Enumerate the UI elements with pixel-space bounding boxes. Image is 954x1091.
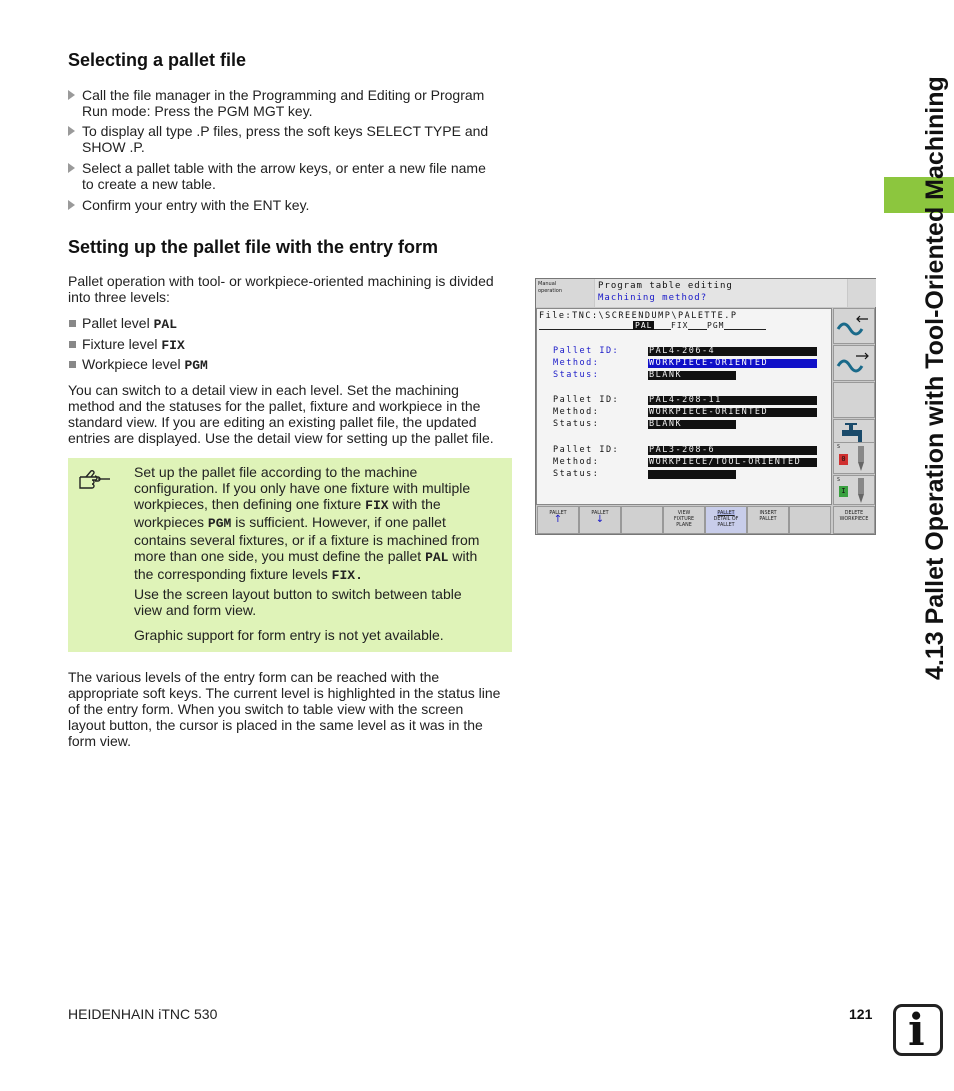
label-method: Method: — [553, 407, 600, 417]
note-paragraph-1: Set up the pallet file according to the machine configuration. If you only have one fixture with multiple workpieces, then defining one fixture FIX with the workpieces PGM is sufficient. However, if one pallet contains several fixtures, or if a fixture is machined from more than one side, you must define the pallet PAL with the corresponding fixture levels FIX. — [134, 464, 480, 583]
arrow-bullet-icon — [68, 163, 75, 173]
side-softkey-spindle-off[interactable] — [833, 442, 875, 474]
intro-paragraph: Pallet operation with tool- or workpiece-oriented machining is divided into three levels: — [68, 273, 494, 305]
file-path: File:TNC:\SCREENDUMP\PALETTE.P — [539, 311, 738, 321]
tool-path-right-icon — [834, 346, 874, 380]
arrow-bullet-icon — [68, 126, 75, 136]
footer-manual-title: HEIDENHAIN iTNC 530 — [68, 1006, 218, 1022]
field-status[interactable]: BLANK — [648, 420, 736, 429]
step-item: To display all type .P files, press the soft keys SELECT TYPE and SHOW .P. — [68, 123, 522, 155]
field-status[interactable]: BLANK — [648, 371, 736, 380]
operating-mode-box: Manual operation — [536, 279, 594, 307]
spindle-on-badge: I — [839, 486, 848, 497]
side-softkey-blank[interactable] — [833, 382, 875, 418]
section-heading-entry-form: Setting up the pallet file with the entry form — [68, 237, 439, 257]
note-paragraph-3: Graphic support for form entry is not yet available. — [134, 627, 444, 643]
field-method[interactable]: WORKPIECE/TOOL-ORIENTED — [648, 458, 817, 467]
softkey-pallet-detail[interactable]: PALLET DETAIL OF PALLET — [705, 506, 747, 534]
step-item: Confirm your entry with the ENT key. — [68, 197, 522, 213]
header-corner — [848, 279, 876, 307]
header-prompt: Machining method? — [598, 293, 708, 303]
square-bullet-icon — [69, 341, 76, 348]
field-pallet-id[interactable]: PAL4-206-4 — [648, 347, 817, 356]
note-paragraph-2: Use the screen layout button to switch between table view and form view. — [134, 586, 462, 618]
spindle-icon — [852, 478, 870, 504]
side-softkey-tool-left[interactable] — [833, 308, 875, 344]
label-status: Status: — [553, 469, 600, 479]
field-status[interactable] — [648, 470, 736, 479]
label-method: Method: — [553, 358, 600, 368]
detail-view-paragraph: You can switch to a detail view in each level. Set the machining method and the statuses for the pallet, fixture and workpiece in the standard view. If you are editing an existing pallet file, the updated entries are displayed. Use the detail view for setting up the pallet file. — [68, 382, 494, 446]
screen-header — [595, 279, 847, 307]
field-method-selected[interactable]: WORKPIECE-ORIENTED — [648, 359, 817, 368]
field-pallet-id[interactable]: PAL4-208-11 — [648, 396, 817, 405]
softkey-pallet-up[interactable]: PALLET ↑ — [537, 506, 579, 534]
spindle-off-badge: 0 — [839, 454, 848, 465]
arrow-down-icon: ↓ — [595, 514, 605, 525]
section-heading-select: Selecting a pallet file — [68, 50, 247, 70]
level-pgm[interactable]: PGM — [707, 321, 725, 330]
step-item: Call the file manager in the Programming and Editing or Program Run mode: Press the PGM MGT key. — [68, 87, 522, 119]
square-bullet-icon — [69, 320, 76, 327]
label-pallet-id: Pallet ID: — [553, 346, 620, 356]
label-method: Method: — [553, 457, 600, 467]
spindle-icon — [852, 446, 870, 472]
arrow-bullet-icon — [68, 200, 75, 210]
pointing-hand-icon — [78, 468, 112, 492]
arrow-up-icon: ↑ — [553, 514, 563, 525]
note-box — [68, 458, 512, 652]
field-pallet-id[interactable]: PAL3-208-6 — [648, 446, 817, 455]
form-area — [536, 308, 832, 505]
label-pallet-id: Pallet ID: — [553, 395, 620, 405]
header-title: Program table editing — [598, 281, 733, 291]
softkey-empty[interactable] — [621, 506, 663, 534]
tnc-screenshot — [535, 278, 876, 535]
softkey-delete-workpiece[interactable]: DELETE WORKPIECE — [833, 506, 875, 534]
label-status: Status: — [553, 370, 600, 380]
label-status: Status: — [553, 419, 600, 429]
side-softkey-tool-right[interactable] — [833, 345, 875, 381]
info-glyph: i — [908, 1005, 925, 1056]
tool-path-left-icon — [834, 309, 874, 343]
softkey-empty[interactable] — [789, 506, 831, 534]
closing-paragraph: The various levels of the entry form can be reached with the appropriate soft keys. The current level is highlighted in the status line of the entry form. When you switch to table view with the screen layout button, the cursor is placed in the same level as it was in the form view. — [68, 669, 501, 749]
spindle-s-label: S — [837, 477, 841, 483]
level-item-fixture: Fixture level FIX — [68, 336, 522, 354]
level-item-workpiece: Workpiece level PGM — [68, 356, 522, 374]
level-fix[interactable]: FIX — [671, 321, 689, 330]
square-bullet-icon — [69, 361, 76, 368]
step-item: Select a pallet table with the arrow keys, or enter a new file name to create a new table. — [68, 160, 522, 192]
side-softkey-spindle-on[interactable] — [833, 475, 875, 505]
softkey-view-fixture-plane[interactable]: VIEW FIXTURE PLANE — [663, 506, 705, 534]
arrow-bullet-icon — [68, 90, 75, 100]
softkey-insert-pallet[interactable]: INSERT PALLET — [747, 506, 789, 534]
level-item-pallet: Pallet level PAL — [68, 315, 522, 333]
page-number: 121 — [849, 1006, 873, 1022]
label-pallet-id: Pallet ID: — [553, 445, 620, 455]
info-icon — [893, 1004, 943, 1056]
field-method[interactable]: WORKPIECE-ORIENTED — [648, 408, 817, 417]
spindle-s-label: S — [837, 444, 841, 450]
level-pal-active[interactable]: PAL — [635, 321, 653, 330]
chapter-side-title: 4.13 Pallet Operation with Tool-Oriented Machining — [921, 76, 949, 680]
softkey-pallet-down[interactable]: PALLET ↓ — [579, 506, 621, 534]
